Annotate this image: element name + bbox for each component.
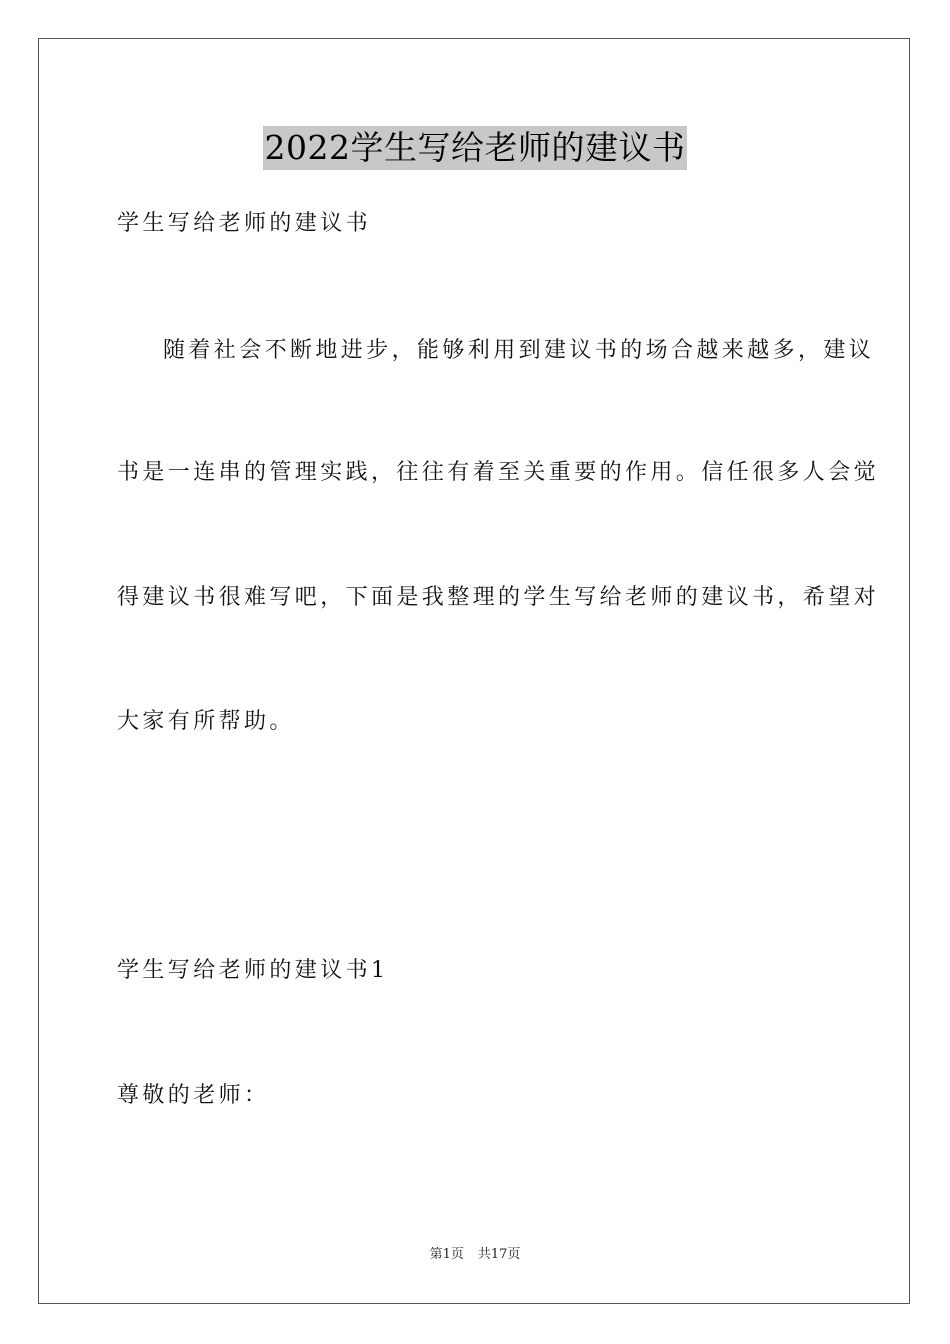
document-subtitle: 学生写给老师的建议书 (117, 211, 372, 236)
title-container (0, 126, 950, 170)
page-number: 第1页 (429, 1247, 464, 1262)
section-heading: 学生写给老师的建议书1 (117, 958, 389, 983)
total-pages: 共17页 (477, 1247, 521, 1262)
page-footer (0, 1246, 950, 1264)
paragraph-line: 得建议书很难写吧，下面是我整理的学生写给老师的建议书，希望对 (117, 585, 880, 610)
document-title: 2022学生写给老师的建议书 (263, 126, 688, 170)
paragraph-line: 随着社会不断地进步，能够利用到建议书的场合越来越多，建议 (163, 338, 875, 363)
paragraph-line: 大家有所帮助。 (117, 709, 295, 734)
salutation: 尊敬的老师： (117, 1083, 270, 1108)
paragraph-line: 书是一连串的管理实践，往往有着至关重要的作用。信任很多人会觉 (117, 460, 880, 485)
